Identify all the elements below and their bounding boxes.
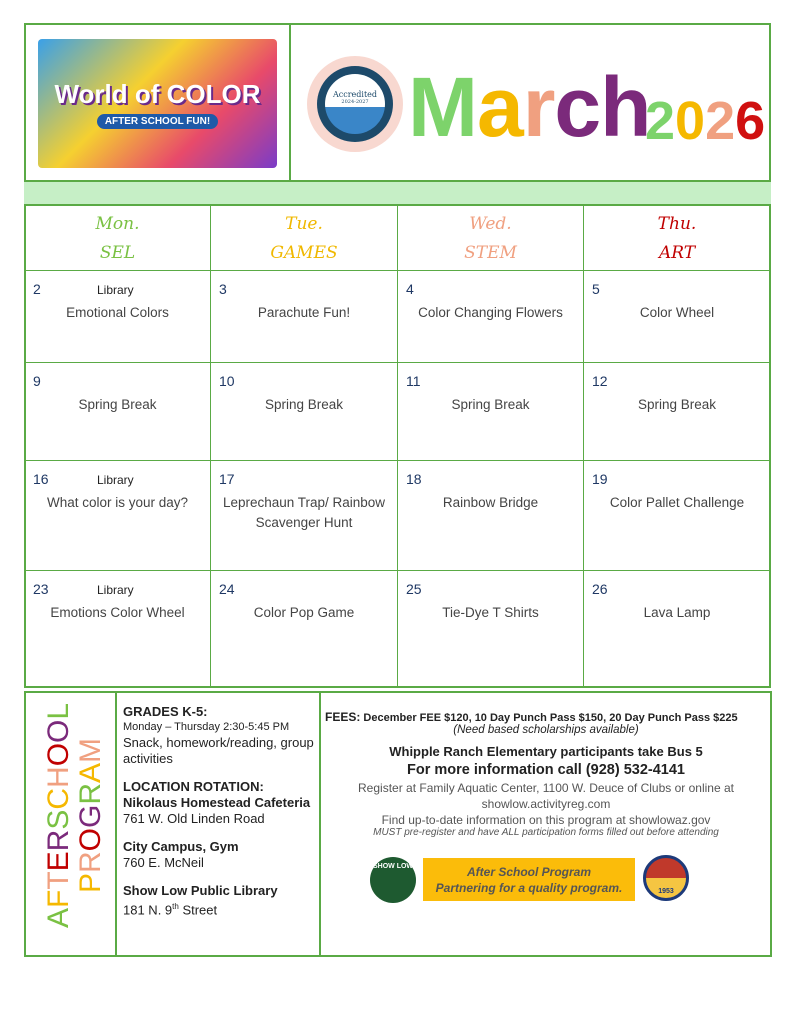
- letter: 6: [735, 91, 766, 151]
- day-theme: GAMES: [270, 243, 338, 263]
- calendar-day-cell: [397, 362, 584, 461]
- day-number: 10: [219, 373, 235, 389]
- grades-heading: GRADES K-5:: [123, 704, 208, 719]
- world-of-color-logo: [38, 39, 277, 168]
- letter: T: [42, 871, 75, 890]
- location-name: Nikolaus Homestead Cafeteria: [123, 795, 311, 810]
- day-number: 26: [592, 581, 608, 597]
- letter: c: [554, 60, 601, 154]
- day-name: Wed.: [469, 214, 512, 234]
- letter: C: [42, 787, 75, 810]
- day-number: 23: [33, 581, 49, 597]
- letter: A: [42, 907, 75, 928]
- activity-label: Spring Break: [78, 397, 157, 412]
- letter: F: [42, 889, 75, 908]
- day-number: 11: [406, 373, 421, 389]
- day-header-1: [210, 205, 398, 271]
- day-number: 5: [592, 281, 600, 297]
- location-address: 761 W. Old Linden Road: [123, 811, 265, 826]
- after-school-vertical: [44, 703, 74, 928]
- letter: 2: [705, 91, 736, 151]
- activities: Snack, homework/reading, group activities: [123, 735, 314, 766]
- program-vertical: [76, 738, 106, 893]
- day-number: 2: [33, 281, 41, 297]
- activity-label: Spring Break: [264, 397, 344, 412]
- letter: G: [74, 804, 107, 828]
- location-name: City Campus, Gym: [123, 839, 239, 854]
- day-number: 25: [406, 581, 422, 597]
- letter: O: [42, 742, 75, 767]
- scholarship-note: (Need based scholarships available): [453, 724, 639, 736]
- day-header-0: [24, 205, 211, 271]
- show-low-school-seal: SHOW LOW: [370, 857, 416, 903]
- activity-label: Spring Break: [637, 397, 717, 412]
- calendar-day-cell: [210, 362, 398, 461]
- logo-subtitle: AFTER SCHOOL FUN!: [97, 114, 218, 129]
- letter: R: [42, 829, 75, 852]
- fees-text: December FEE $120, 10 Day Punch Pass $150, 20 Day Punch Pass $225: [363, 712, 738, 724]
- year-title: [645, 86, 765, 156]
- activity-label: What color is your day?: [46, 495, 189, 510]
- activity-label: Parachute Fun!: [257, 305, 351, 320]
- letter: r: [522, 60, 555, 154]
- calendar-day-cell: [24, 270, 211, 363]
- logo-title: World of COLOR: [54, 78, 261, 109]
- location-address: 760 E. McNeil: [123, 855, 204, 870]
- calendar-day-cell: [397, 460, 584, 571]
- letter: R: [74, 851, 107, 873]
- calendar-day-cell: [210, 460, 398, 571]
- library-label: Library: [97, 283, 134, 297]
- day-number: 24: [219, 581, 235, 597]
- calendar-day-cell: [583, 570, 771, 688]
- activity-label: Emotions Color Wheel: [50, 605, 185, 620]
- calendar-day-cell: [583, 362, 771, 461]
- city-seal: 1953: [643, 855, 689, 901]
- day-number: 16: [33, 471, 49, 487]
- day-theme: STEM: [464, 243, 517, 263]
- letter: H: [42, 766, 75, 788]
- day-theme: SEL: [99, 243, 136, 263]
- activity-label: Tie-Dye T Shirts: [442, 605, 539, 620]
- location-name: Show Low Public Library: [123, 883, 278, 898]
- calendar-day-cell: [583, 270, 771, 363]
- day-theme: ART: [658, 243, 696, 263]
- letter: L: [42, 702, 75, 720]
- calendar-day-cell: [24, 570, 211, 688]
- activity-label: Emotional Colors: [66, 305, 169, 320]
- partner-banner: After School Program Partnering for a quality program.: [423, 858, 635, 901]
- month-title: [408, 62, 650, 152]
- activity-label: Rainbow Bridge: [442, 495, 539, 510]
- location-heading: LOCATION ROTATION:: [123, 779, 264, 794]
- letter: A: [74, 762, 107, 783]
- location-address: 181 N. 9th Street: [123, 902, 218, 918]
- library-label: Library: [97, 583, 134, 597]
- green-strip: [24, 180, 771, 206]
- day-name: Mon.: [95, 214, 140, 234]
- day-header-2: [397, 205, 584, 271]
- letter: 0: [675, 91, 706, 151]
- accreditation-badge: Accredited 2024-2027: [307, 56, 403, 152]
- day-number: 17: [219, 471, 235, 487]
- letter: P: [74, 872, 107, 893]
- letter: E: [42, 851, 75, 872]
- day-name: Thu.: [657, 214, 697, 234]
- day-number: 3: [219, 281, 227, 297]
- registration-info: Register at Family Aquatic Center, 1100 W. Deuce of Clubs or online at showlow.activityreg.com: [358, 781, 734, 811]
- letter: S: [42, 809, 75, 830]
- website-info: Find up-to-date information on this program at showlowaz.gov: [381, 813, 711, 827]
- day-number: 4: [406, 281, 414, 297]
- letter: 2: [645, 91, 676, 151]
- day-name: Tue.: [285, 214, 323, 234]
- divider: [289, 23, 291, 205]
- calendar-day-cell: [24, 460, 211, 571]
- program-details: [123, 704, 315, 918]
- activity-label: Lava Lamp: [643, 605, 711, 620]
- calendar-day-cell: [210, 570, 398, 688]
- day-number: 9: [33, 373, 41, 389]
- calendar-day-cell: [397, 570, 584, 688]
- fees-section: FEES: December FEE $120, 10 Day Punch Pass $150, 20 Day Punch Pass $225 (Need based scholarships available) Whipple Ranch Elementary participants take Bus 5 For more information call (928) 532-4141 Register at Family Aquatic Center, 1100 W. Deuce of Clubs or online at showlow.activityreg.com Find up-to-date information on this program at showlowaz.gov MUST pre-register and have ALL participation forms filled out before attending: [325, 710, 767, 838]
- letter: h: [600, 60, 651, 154]
- letter: O: [74, 827, 107, 852]
- day-number: 12: [592, 373, 608, 389]
- calendar-day-cell: [24, 362, 211, 461]
- activity-label: Color Changing Flowers: [418, 305, 563, 320]
- hours: Monday – Thursday 2:30-5:45 PM: [123, 721, 290, 733]
- day-number: 18: [406, 471, 422, 487]
- day-header-3: [583, 205, 771, 271]
- calendar-day-cell: [210, 270, 398, 363]
- calendar-day-cell: [583, 460, 771, 571]
- day-number: 19: [592, 471, 608, 487]
- phone-info: For more information call (928) 532-4141: [406, 762, 685, 778]
- activity-label: Spring Break: [451, 397, 530, 412]
- activity-label: Color Pallet Challenge: [609, 495, 745, 510]
- activity-label: Color Pop Game: [253, 605, 355, 620]
- letter: O: [42, 719, 75, 743]
- bus-note: Whipple Ranch Elementary participants take Bus 5: [389, 744, 703, 759]
- letter: a: [476, 60, 523, 154]
- letter: M: [408, 60, 477, 154]
- activity-label: Leprechaun Trap/ Rainbow Scavenger Hunt: [222, 495, 386, 530]
- letter: R: [74, 782, 107, 805]
- activity-label: Color Wheel: [639, 305, 715, 320]
- library-label: Library: [97, 473, 134, 487]
- letter: M: [74, 737, 107, 763]
- calendar-day-cell: [397, 270, 584, 363]
- must-register-note: MUST pre-register and have ALL participation forms filled out before attending: [373, 827, 719, 838]
